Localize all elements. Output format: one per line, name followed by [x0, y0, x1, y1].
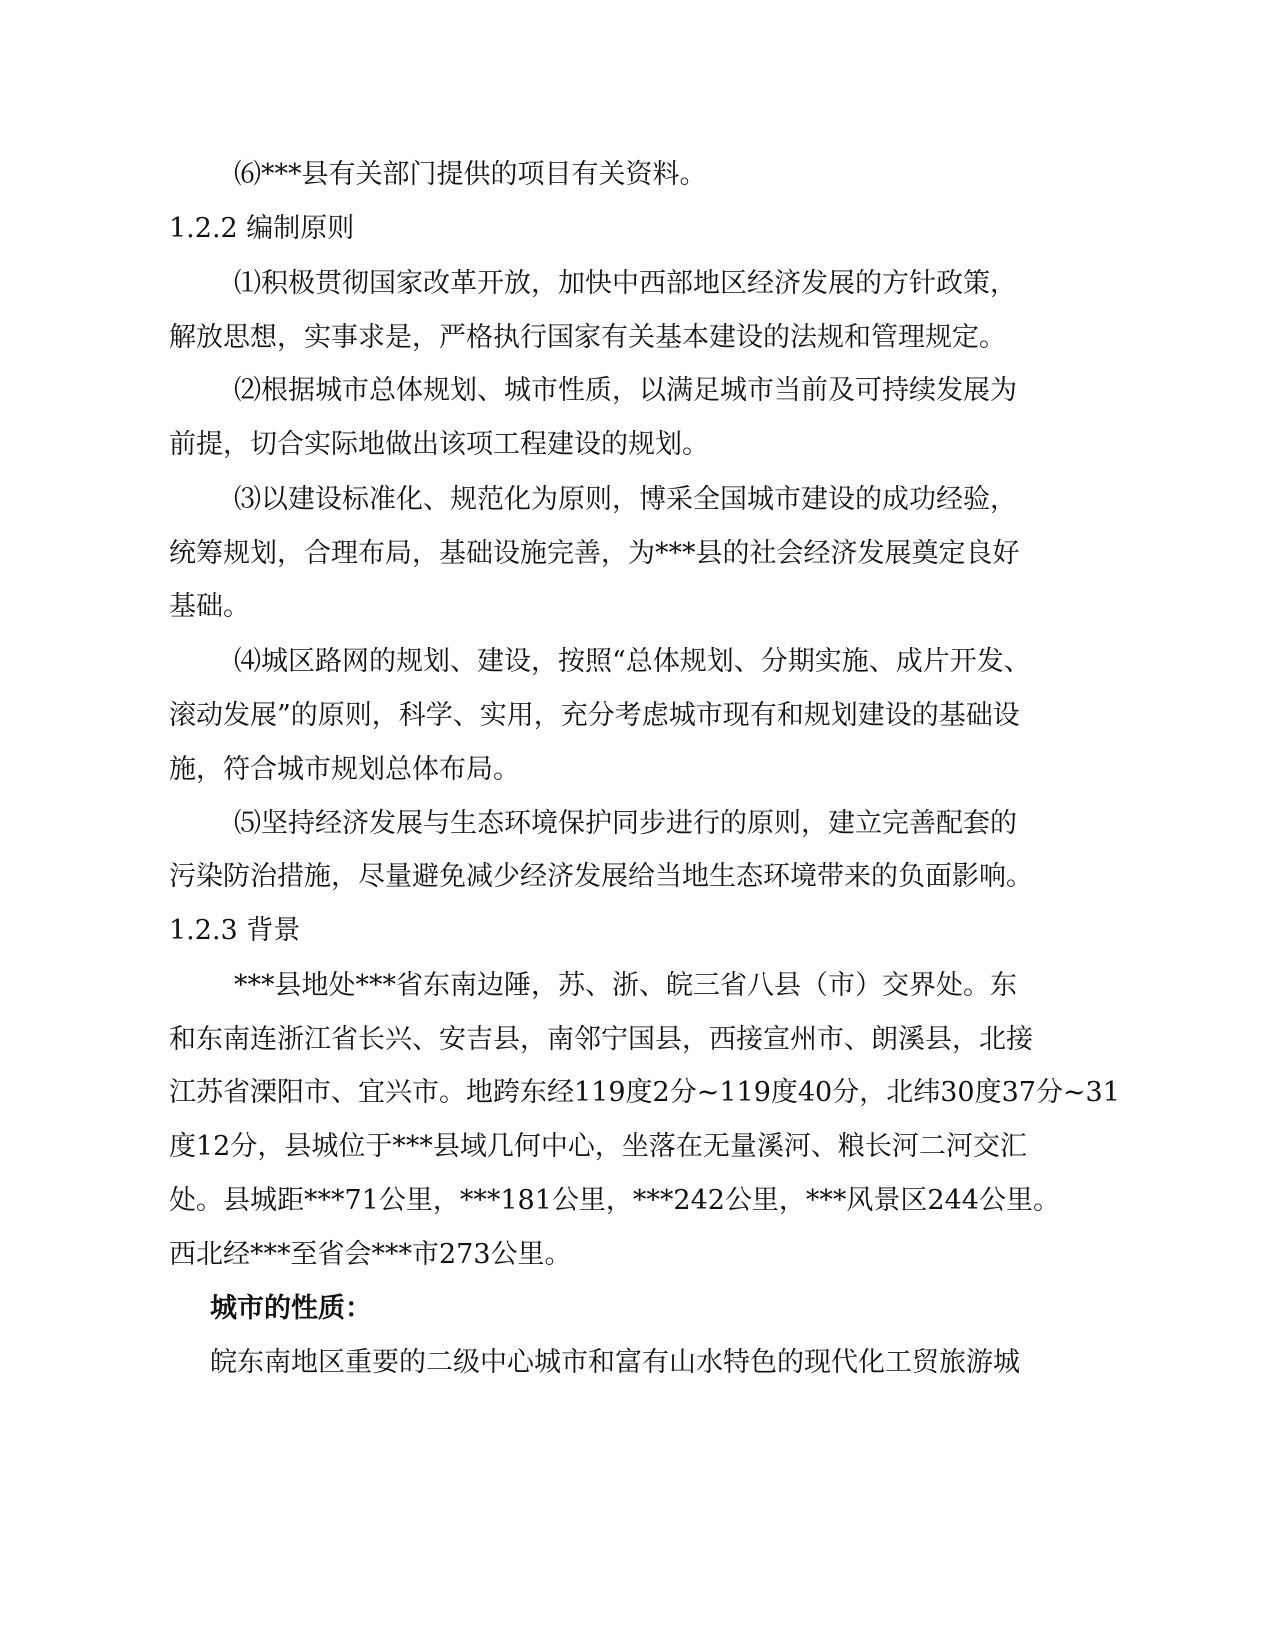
principle-4-line-1: ⑷城区路网的规划、建设，按照“总体规划、分期实施、成片开发、: [234, 646, 1031, 677]
background-line-5: 处。县城距***71公里，***181公里，***242公里，***风景区244公里。: [169, 1185, 1060, 1216]
background-line-2: 和东南连浙江省长兴、安吉县，南邻宁国县，西接宣州市、朗溪县，北接: [169, 1024, 1033, 1055]
city-nature-heading: 城市的性质：: [210, 1293, 372, 1324]
principle-1-line-1: ⑴积极贯彻国家改革开放，加快中西部地区经济发展的方针政策，: [234, 268, 1017, 299]
principle-4-line-2: 滚动发展”的原则，科学、实用，充分考虑城市现有和规划建设的基础设: [169, 700, 1020, 731]
city-nature-line-1: 皖东南地区重要的二级中心城市和富有山水特色的现代化工贸旅游城: [210, 1347, 1020, 1378]
principle-2-line-1: ⑵根据城市总体规划、城市性质，以满足城市当前及可持续发展为: [234, 375, 1017, 406]
background-line-3: 江苏省溧阳市、宜兴市。地跨东经119度2分~119度40分，北纬30度37分~31: [169, 1077, 1120, 1108]
background-line-6: 西北经***至省会***市273公里。: [169, 1239, 572, 1270]
principle-2-line-2: 前提，切合实际地做出该项工程建设的规划。: [169, 429, 709, 460]
principle-3-line-1: ⑶以建设标准化、规范化为原则，博采全国城市建设的成功经验，: [234, 484, 1017, 515]
principle-5-line-2: 污染防治措施，尽量避免减少经济发展给当地生态环境带来的负面影响。: [169, 861, 1033, 892]
principle-1-line-2: 解放思想，实事求是，严格执行国家有关基本建设的法规和管理规定。: [169, 322, 1006, 353]
principle-3-line-2: 统筹规划，合理布局，基础设施完善，为***县的社会经济发展奠定良好: [169, 538, 1020, 569]
background-line-1: ***县地处***省东南边陲，苏、浙、皖三省八县（市）交界处。东: [234, 970, 1017, 1001]
principle-4-line-3: 施，符合城市规划总体布局。: [169, 754, 520, 785]
section-heading-1-2-3: 1.2.3 背景: [169, 915, 301, 946]
principle-5-line-1: ⑸坚持经济发展与生态环境保护同步进行的原则，建立完善配套的: [234, 808, 1017, 839]
reference-item-6: ⑹***县有关部门提供的项目有关资料。: [234, 159, 707, 190]
background-line-4: 度12分，县城位于***县域几何中心，坐落在无量溪河、粮长河二河交汇: [169, 1131, 1027, 1162]
section-heading-1-2-2: 1.2.2 编制原则: [169, 213, 355, 244]
principle-3-line-3: 基础。: [169, 591, 250, 622]
